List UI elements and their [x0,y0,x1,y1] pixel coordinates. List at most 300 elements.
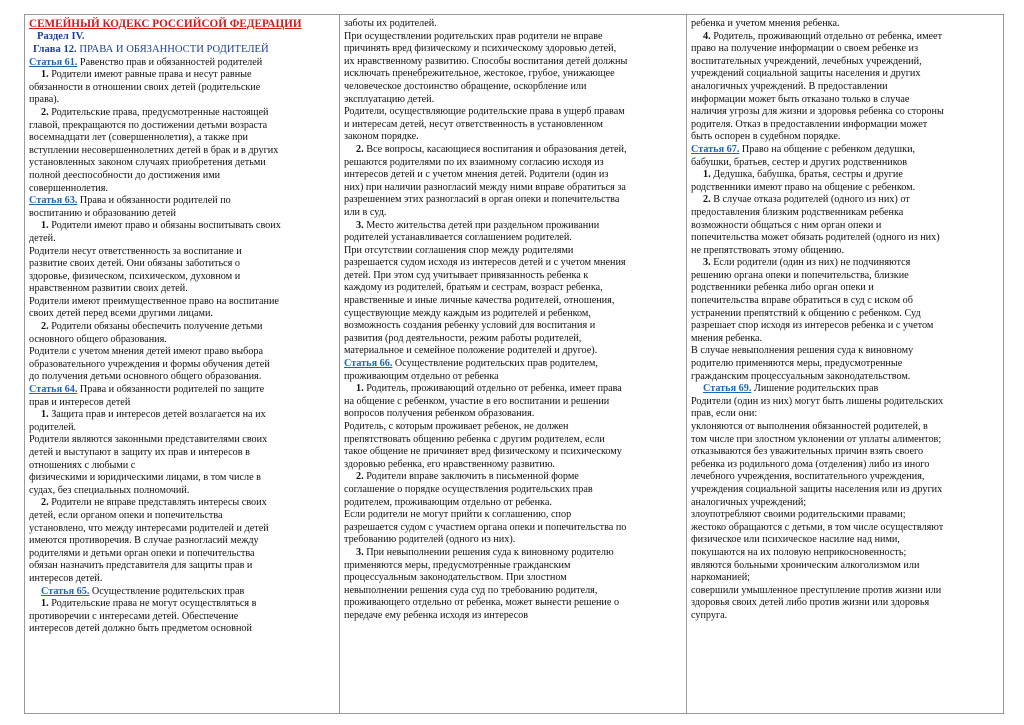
line-text: не препятствовать этому общению. [691,244,845,256]
line-text: устранении препятствий к общению с ребенком. Суд [691,307,921,319]
text-line [29,460,335,473]
line-text: полной дееспособности до достижения ими [29,169,221,181]
numbered-paragraph-line [344,220,682,233]
text-line [344,459,682,472]
document-title: СЕМЕЙНЫЙ КОДЕКС РОССИЙСОЙ ФЕДЕРАЦИИ [29,18,302,30]
text-line [29,510,335,523]
text-line [691,157,999,170]
text-line [344,207,682,220]
line-text: право на получение информации о своем ребенке из [691,43,919,55]
line-text: применяются меры, предусмотренные гражданским [344,559,571,571]
line-text: детей и выступают в защиту их прав и интересов в [29,447,250,458]
line-text: Родительские права, предусмотренные настоящей [48,106,269,118]
line-text: возможность создания ребенку условий для воспитания и [344,320,596,332]
text-line [29,611,335,624]
line-text: физическое или психическое насилие над ними, [691,534,900,546]
text-line [344,56,682,69]
text-line [691,497,999,510]
article-link[interactable]: Статья 63. [29,195,78,207]
line-text: разрешением этих разногласий в орган опеки и попечительства [344,194,620,206]
line-text: и интересам детей, несут ответственность в установленном [344,118,603,130]
line-text: лечебного учреждения, воспитательного учреждения, [691,471,925,483]
text-line [29,535,335,548]
line-text: Все вопросы, касающиеся воспитания и образования детей, [363,143,627,155]
text-line [29,258,335,271]
text-line [691,81,999,94]
line-text: основного общего образования. [29,333,167,345]
line-text: Родители обязаны обеспечить получение детьми [48,321,263,333]
text-line [29,145,335,158]
text-line [344,560,682,573]
line-text: физическими и юридическими лицами, в том числе в [29,472,261,484]
text-line [691,547,999,560]
line-text: мнения ребенка. [691,332,763,344]
article-heading [29,195,335,208]
line-text: интересов детей должно быть предметом основной [29,623,252,635]
text-line [29,560,335,573]
text-line [344,371,682,384]
text-line [344,320,682,333]
text-line [691,560,999,573]
line-text: передаче ему ребенка исходя из интересов [344,609,529,621]
line-text: эксплуатацию детей. [344,93,435,105]
line-text: предоставления близким родственникам ребенка [691,206,904,218]
column-1-body [29,57,335,636]
text-line [29,346,335,359]
line-text: требованию родителей (одного из них). [344,534,516,546]
line-text: уклоняются от выполнения обязанностей родителей, в [691,421,928,432]
text-line [691,471,999,484]
line-text: проживающего отдельно от ребенка, может вынести решение о [344,597,620,609]
line-text: воспитанию и образованию детей [29,207,177,219]
line-text: нравственном развитии своих детей. [29,283,188,295]
paragraph-number: 2. [41,106,49,118]
chapter-name: ПРАВА И ОБЯЗАННОСТИ РОДИТЕЛЕЙ [79,43,269,55]
line-text: судах, без специальных полномочий. [29,484,190,496]
line-text: аналогичных учреждений; [691,496,807,508]
line-text: совершеннолетия. [29,182,108,194]
line-text: возможности общаться с ним орган опеки и [691,219,882,231]
text-line [344,396,682,409]
text-line [29,371,335,384]
line-text: существующие между каждым из родителей и ребенком, [344,307,591,319]
article-heading [29,57,335,70]
article-link[interactable]: Статья 61. [29,56,78,68]
text-line [344,509,682,522]
line-text: быть оспорен в судебном порядке. [691,131,841,143]
text-line [29,308,335,321]
text-line [344,245,682,258]
article-title: Права и обязанности родителей по защите [77,384,265,396]
line-text: Если родители не могут прийти к соглашению, спор [344,509,572,521]
numbered-paragraph-line [344,547,682,560]
line-text: нравственные и иные личные качества родителей, отношения, [344,295,615,307]
text-line [691,18,999,31]
text-line [691,371,999,384]
line-text: учреждений социальной защиты населения и других [691,68,921,80]
line-text: прав и интересов детей [29,396,131,408]
text-line [344,270,682,283]
line-text: прав, если они: [691,408,758,420]
article-heading [691,144,999,157]
text-line [691,597,999,610]
line-text: аналогичных учреждений. В предоставлении [691,80,888,92]
text-line [691,585,999,598]
line-text: или в суд. [344,206,387,218]
text-line [344,308,682,321]
text-line [691,270,999,283]
article-title: Права и обязанности родителей по [77,195,231,207]
line-text: установленных законом случаях приобретения детьми [29,157,266,169]
article-title: Право на общение с ребенком дедушки, [739,143,916,155]
line-text: Родители (один из них) могут быть лишены родительских [691,395,944,407]
article-link[interactable]: Статья 67. [691,143,740,155]
line-text: соглашение о порядке осуществления родительских прав [344,483,593,495]
article-link[interactable]: Статья 66. [344,358,393,370]
line-text: злоупотребляют своими родительскими правами; [691,509,906,521]
text-line [691,534,999,547]
numbered-paragraph-line [29,409,335,422]
line-text: исключать пренебрежительное, жестокое, грубое, унижающее [344,68,615,80]
numbered-paragraph-line [691,257,999,270]
text-line [344,31,682,44]
line-text: родителей. [29,421,77,433]
text-line [344,497,682,510]
line-text: отношениях с любыми с [29,459,136,471]
line-text: наличия угрозы для жизни и здоровья ребенка со стороны [691,106,944,118]
paragraph-number: 2. [356,471,364,483]
text-line [691,207,999,220]
line-text: разрешает спор исходя из интересов ребенка и с учетом [691,320,934,332]
text-line [29,283,335,296]
paragraph-number: 1. [703,169,711,181]
article-title: Осуществление родительских прав родителем, [392,358,598,370]
line-text: обязанности в отношении своих детей (родительские [29,81,261,93]
line-text: информации может быть отказано только в случае [691,93,910,105]
text-line [29,485,335,498]
text-line [691,459,999,472]
text-line [691,119,999,132]
article-title: Равенство прав и обязанностей родителей [77,56,263,68]
text-line [691,68,999,81]
paragraph-number: 3. [703,257,711,269]
text-line [344,522,682,535]
line-text: восемнадцати лет (совершеннолетия), а также при [29,132,248,144]
line-text: совершили умышленное преступление против жизни или [691,584,942,596]
chapter-heading [29,44,335,57]
article-link[interactable]: Статья 64. [29,384,78,396]
text-line [29,623,335,636]
line-text: образовательного учреждения и формы обучения детей [29,358,270,370]
line-text: родственники ребенка либо орган опеки и [691,282,874,294]
text-line [691,333,999,346]
text-line [691,295,999,308]
line-text: детей. При этом суд учитывает привязанность ребенка к [344,269,589,281]
text-line [29,523,335,536]
text-line [344,585,682,598]
text-line [691,408,999,421]
text-line [344,106,682,119]
line-text: до получения детьми основного общего образования. [29,371,262,383]
line-text: супруга. [691,609,728,621]
line-text: препятствовать общению ребенка с другим родителем, если [344,433,605,445]
text-line [29,397,335,410]
text-line [344,257,682,270]
text-line [691,421,999,434]
text-line [691,509,999,522]
line-text: здоровья своих детей либо против жизни или здоровья [691,597,930,609]
line-text: Родители вправе заключить в письменной форме [363,471,579,483]
line-text: покушаются на их половую неприкосновенность; [691,546,907,558]
line-text: бабушки, братьев, сестер и других родственников [691,156,908,168]
numbered-paragraph-line [29,107,335,120]
line-text: В случае невыполнения решения суда к виновному [691,345,914,357]
text-line [29,183,335,196]
text-line [691,131,999,144]
text-line [344,94,682,107]
line-text: При невыполнении решения суда к виновному родителю [363,546,614,558]
column-3-body [691,18,999,623]
column-3 [687,15,1003,713]
line-text: интересов детей и с учетом мнения детей. Родители (один из [344,169,609,181]
line-text: Родители имеют право и обязаны воспитывать своих [48,220,281,232]
text-line [29,94,335,107]
line-text: главой, прекращаются по достижении детьми возраста [29,119,268,131]
line-text: решению органа опеки и попечительства, близкие [691,269,909,281]
text-line [29,434,335,447]
text-line [691,308,999,321]
line-text: интересов детей. [29,572,103,584]
line-text: установлено, что между интересами родителей и детей [29,522,269,534]
line-text: учреждения социальной защиты населения или из других [691,483,943,495]
line-text: имеются противоречия. В случае разногласий между [29,535,259,547]
text-line [29,472,335,485]
line-text: на общение с ребенком, участие в его воспитании и решении [344,395,610,407]
text-line [29,359,335,372]
text-line [29,447,335,460]
line-text: Родители, осуществляющие родительские права в ущерб правам [344,106,625,118]
text-line [691,220,999,233]
text-line [29,271,335,284]
paragraph-number: 3. [356,219,364,231]
line-text: родителями и детьми орган опеки и попечительства [29,547,255,559]
article-title: Осуществление родительских прав [89,585,245,597]
text-line [344,18,682,31]
article-link[interactable]: Статья 65. [41,585,90,597]
line-text: являются больными хроническим алкоголизмом или [691,559,920,571]
line-text: детей, если органом опеки и попечительства [29,509,223,521]
text-line [29,573,335,586]
line-text: При отсутствии соглашения спор между родителями [344,244,574,256]
line-text: разрешается судом исходя из интересов детей и с учетом мнения [344,257,626,269]
numbered-paragraph-line [29,321,335,334]
line-text: Родители с учетом мнения детей имеют право выбора [29,346,264,358]
numbered-paragraph-line [691,169,999,182]
line-text: наркоманией; [691,572,751,584]
text-line [344,295,682,308]
text-line [691,43,999,56]
line-text: проживающим отдельно от ребенка [344,370,499,382]
text-line [344,484,682,497]
line-text: развития (род деятельности, режим работы родителей, [344,332,582,344]
line-text: заботы их родителей. [344,18,437,29]
article-title: Лишение родительских прав [751,383,879,395]
chapter-label: Глава 12. [33,43,77,55]
paragraph-number: 4. [703,30,711,42]
line-text: родителей устанавливается соглашением родителей. [344,232,572,244]
text-line [29,82,335,95]
paragraph-number: 2. [356,143,364,155]
text-line [29,296,335,309]
text-line [344,345,682,358]
text-line [344,131,682,144]
text-line [29,548,335,561]
article-link[interactable]: Статья 69. [703,383,752,395]
text-line [344,81,682,94]
line-text: законом порядке. [344,131,419,143]
line-text: Если родители (один из них) не подчиняются [710,257,911,269]
paragraph-number: 2. [41,321,49,333]
line-text: материальное и семейное положение родителей и другое). [344,345,598,357]
line-text: Родители имеют преимущественное право на воспитание [29,295,279,307]
column-2-body [344,18,682,623]
text-line [29,334,335,347]
text-line [691,396,999,409]
line-text: Родитель, проживающий отдельно от ребенка, имеет [710,30,943,42]
text-line [344,119,682,132]
line-text: Родители имеют равные права и несут равные [48,69,252,81]
line-text: их нравственному развитию. Способы воспитания детей должны [344,55,628,67]
text-line [29,132,335,145]
paragraph-number: 1. [41,220,49,232]
text-line [344,169,682,182]
text-line [344,408,682,421]
line-text: Родительские права не могут осуществляться в [48,598,257,610]
line-text: Родители не вправе представлять интересы своих [48,497,267,509]
text-line [29,120,335,133]
line-text: невыполнении решения суда суд по требованию родителя, [344,584,598,596]
text-line [29,233,335,246]
article-heading [344,358,682,371]
paragraph-number: 2. [41,497,49,509]
paragraph-number: 1. [41,598,49,610]
text-line [29,422,335,435]
text-line [691,56,999,69]
line-text: Родитель, проживающий отдельно от ребенка, имеет права [363,383,622,395]
line-text: родителя. Отказ в предоставлении информации может [691,118,928,130]
line-text: противоречии с интересами детей. Обеспечение [29,610,239,622]
text-line [344,157,682,170]
numbered-paragraph-line [344,144,682,157]
line-text: причинять вред физическому и психическому здоровью детей, [344,43,617,55]
text-line [344,232,682,245]
paragraph-number: 3. [356,546,364,558]
line-text: Дедушка, бабушка, братья, сестры и другие [710,169,903,181]
line-text: том числе при злостном уклонении от уплаты алиментов; [691,433,942,445]
numbered-paragraph-line [691,31,999,44]
line-text: такое общение не причиняет вред физическому и психическому [344,446,622,458]
text-line [691,484,999,497]
line-text: родственники имеют право на общение с ребенком. [691,181,916,193]
text-line [344,182,682,195]
line-text: воспитательных учреждений, лечебных учреждений, [691,55,922,67]
line-text: При осуществлении родительских прав родители не вправе [344,30,603,42]
text-line [344,333,682,346]
text-line [691,446,999,459]
text-line [344,610,682,623]
article-heading [29,586,335,599]
paragraph-number: 1. [356,383,364,395]
line-text: детей. [29,232,56,244]
line-text: В случае отказа родителей (одного из них) от [710,194,910,206]
text-line [691,232,999,245]
text-line [691,94,999,107]
line-text: Родитель, с которым проживает ребенок, не должен [344,421,569,432]
paragraph-number: 2. [703,194,711,206]
line-text: своих детей перед всеми другими лицами. [29,308,213,320]
paragraph-number: 1. [41,69,49,81]
line-text: попечительства может обязать родителей (одного из них) [691,232,940,244]
text-line [691,522,999,535]
line-text: человеческое достоинство обращение, оскорбление или [344,80,587,92]
numbered-paragraph-line [691,194,999,207]
line-text: здоровье, физическом, психическом, духовном и [29,270,241,282]
line-text: процессуальным законодательством. При злостном [344,572,567,584]
text-line [344,194,682,207]
text-line [691,282,999,295]
line-text: вступлении несовершеннолетних детей в брак и в других [29,144,279,156]
line-text: Родители являются законными представителями своих [29,434,268,446]
line-text: ребенка и учетом мнения ребенка. [691,18,840,29]
line-text: родителем, проживающим отдельно от ребенка. [344,496,552,508]
text-line [691,358,999,371]
text-line [691,572,999,585]
text-line [29,208,335,221]
text-line [344,534,682,547]
line-text: решаются родителями по их взаимному согласию исходя из [344,156,604,168]
line-text: Место жительства детей при раздельном проживании [363,219,600,231]
line-text: Защита прав и интересов детей возлагается на их [48,409,266,421]
line-text: гражданским процессуальным законодательством. [691,370,911,382]
text-line [29,246,335,259]
line-text: развитие своих детей. Они обязаны заботиться о [29,258,240,270]
line-text: права). [29,94,60,106]
text-line [691,345,999,358]
text-line [344,43,682,56]
line-text: отказываются без уважительных причин взять своего [691,446,924,458]
column-1 [25,15,340,713]
text-line [344,597,682,610]
numbered-paragraph-line [29,497,335,510]
text-line [691,182,999,195]
text-line [691,106,999,119]
numbered-paragraph-line [344,471,682,484]
text-line [691,320,999,333]
numbered-paragraph-line [29,598,335,611]
line-text: родителю применяются меры, предусмотренные [691,358,903,370]
paragraph-number: 1. [41,409,49,421]
numbered-paragraph-line [344,383,682,396]
line-text: них) при наличии разногласий между ними вправе обратиться за [344,181,626,193]
numbered-paragraph-line [29,220,335,233]
line-text: Родители несут ответственность за воспитание и [29,245,242,257]
article-heading [29,384,335,397]
numbered-paragraph-line [29,69,335,82]
line-text: обязан назначить представителя для защиты прав и [29,560,253,572]
text-line [344,572,682,585]
text-line [344,68,682,81]
text-line [29,170,335,183]
